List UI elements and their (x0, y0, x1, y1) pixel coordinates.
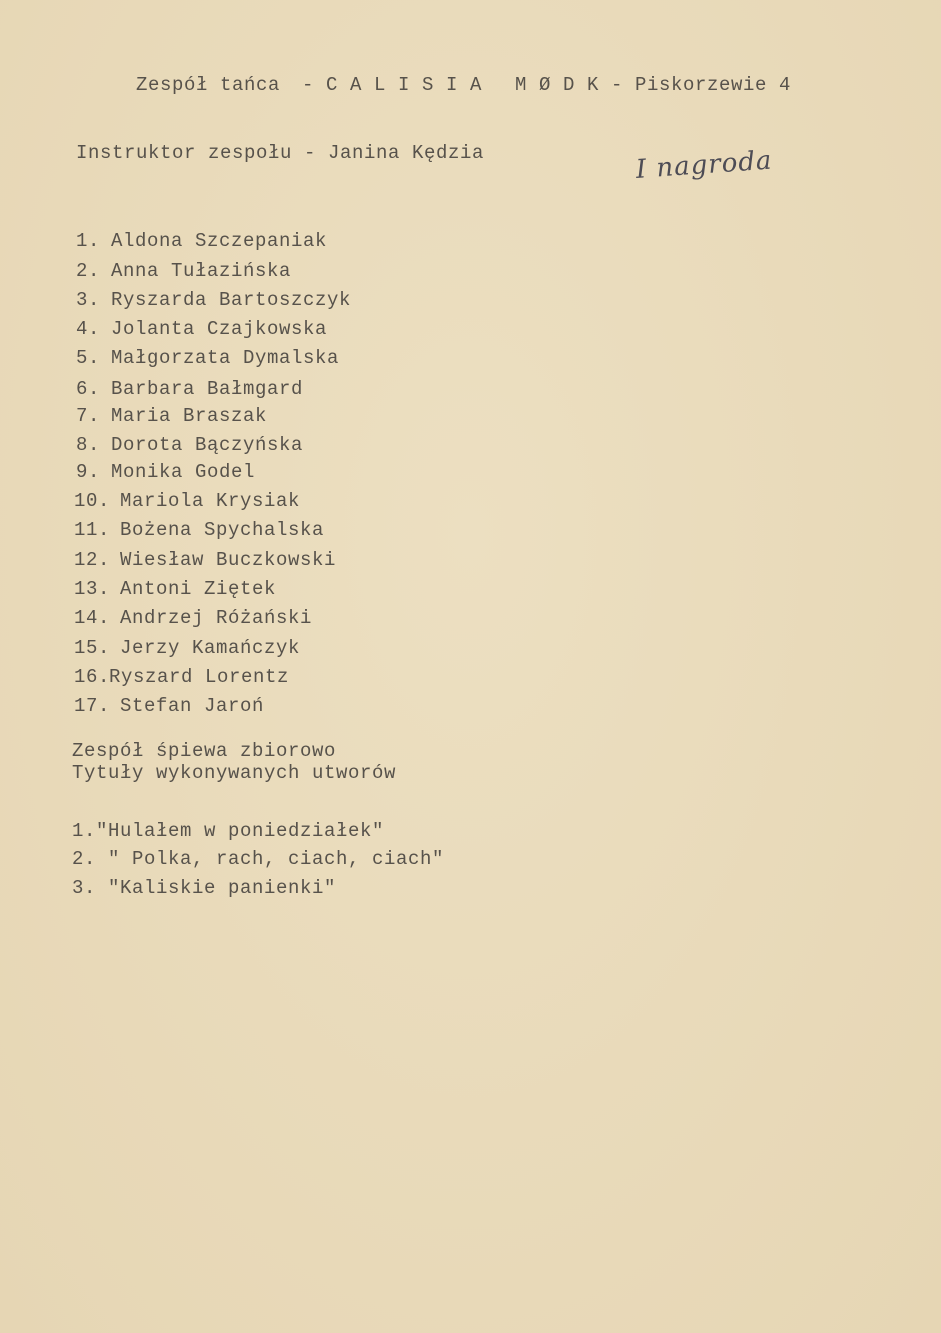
header-name: - C A L I S I A (302, 74, 483, 96)
item-number: 13. (74, 578, 111, 600)
item-number: 11. (74, 519, 111, 541)
item-number: 10. (74, 490, 111, 512)
header-group: Zespół tańca (136, 74, 281, 96)
item-number: 8. (76, 434, 101, 456)
instructor-line: Instruktor zespołu - Janina Kędzia (76, 142, 485, 164)
song-item: 1."Hulałem w poniedziałek" (72, 820, 385, 842)
member-name: Andrzej Różański (120, 607, 313, 629)
member-name: Monika Godel (111, 461, 256, 483)
member-name: Stefan Jaroń (120, 695, 265, 717)
member-name: Wiesław Buczkowski (120, 549, 337, 571)
member-name: Ryszarda Bartoszczyk (111, 289, 352, 311)
item-number: 17. (74, 695, 111, 717)
item-number: 2. (76, 260, 101, 282)
item-number: 1. (76, 230, 101, 252)
songs-heading: Tytuły wykonywanych utworów (72, 762, 397, 784)
member-name: Anna Tułazińska (111, 260, 292, 282)
member-name: Jolanta Czajkowska (111, 318, 328, 340)
member-name: Bożena Spychalska (120, 519, 325, 541)
member-name: Dorota Bączyńska (111, 434, 304, 456)
item-number: 12. (74, 549, 111, 571)
item-number: 15. (74, 637, 111, 659)
member-name: Mariola Krysiak (120, 490, 301, 512)
singing-note: Zespół śpiewa zbiorowo (72, 740, 337, 762)
member-name: Maria Braszak (111, 405, 268, 427)
member-name: Małgorzata Dymalska (111, 347, 340, 369)
member-name: Ryszard Lorentz (109, 666, 290, 688)
item-number: 16. (74, 666, 111, 688)
item-number: 3. (76, 289, 101, 311)
item-number: 9. (76, 461, 101, 483)
member-name: Jerzy Kamańczyk (120, 637, 301, 659)
handwritten-annotation: I nagroda (634, 145, 774, 185)
item-number: 7. (76, 405, 101, 427)
item-number: 14. (74, 607, 111, 629)
member-name: Antoni Ziętek (120, 578, 277, 600)
item-number: 4. (76, 318, 101, 340)
song-item: 2. " Polka, rach, ciach, ciach" (72, 848, 445, 870)
song-item: 3. "Kaliskie panienki" (72, 877, 337, 899)
item-number: 6. (76, 378, 101, 400)
item-number: 5. (76, 347, 101, 369)
member-name: Barbara Bałmgard (111, 378, 304, 400)
member-name: Aldona Szczepaniak (111, 230, 328, 252)
header-institution: M Ø D K - Piskorzewie 4 (515, 74, 792, 96)
